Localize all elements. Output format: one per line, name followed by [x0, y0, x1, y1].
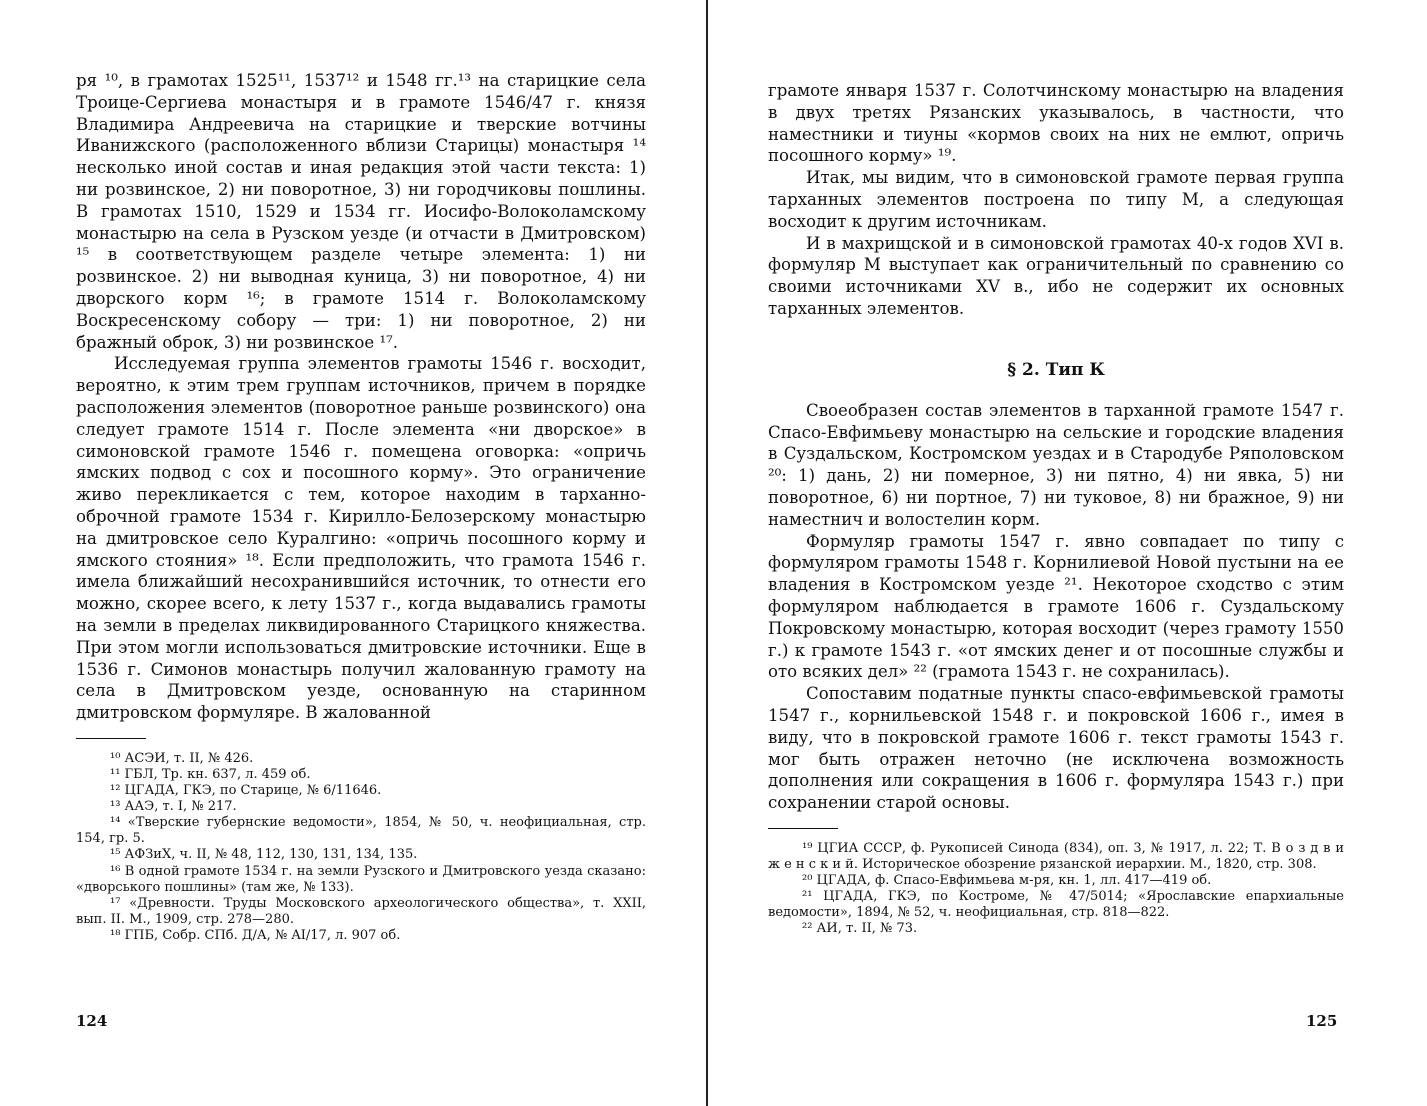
footnote: ¹¹ ГБЛ, Тр. кн. 637, л. 459 об. — [110, 767, 311, 782]
right-paragraph-1: грамоте января 1537 г. Солотчинскому монастырю на владения в двух третях Рязанских указывалось, в частности, что наместники и тиуны «кормов своих на них не емлют, опричь посошного корму» ¹⁹. — [768, 81, 1344, 166]
footnote: ²⁰ ЦГАДА, ф. Спасо-Евфимьева м-ря, кн. 1, лл. 417—419 об. — [802, 873, 1212, 889]
right-paragraph-2: Итак, мы видим, что в симоновской грамоте первая группа тарханных элементов построена по типу М, а следующая восходит к другим источникам. — [768, 168, 1344, 231]
footnote: ¹⁸ ГПБ, Собр. СПб. Д/А, № AI/17, л. 907 об. — [110, 927, 401, 943]
right-paragraph-4: Своеобразен состав элементов в тарханной грамоте 1547 г. Спасо-Евфимьеву монастырю на сельские и городские владения в Суздальском, Костромском уездах и в Стародубе Ряполовском ²⁰: 1) дань, 2) ни померное, 3) ни пятно, 4) ни явка, 5) ни поворотное, 6) ни портное, 7) ни туковое, 8) ни бражное, 9) ни наместнич и волостелин корм. — [768, 400, 1344, 529]
footnote: ¹² ЦГАДА, ГКЭ, по Старице, № 6/11646. — [110, 783, 382, 799]
footnote: ²¹ ЦГАДА, ГКЭ, по Костроме, № 47/5014; «Ярославские епархиальные ведомости», 1894, № 52, ч. неофициальная, стр. 818—822. — [768, 889, 1344, 921]
right-paragraph-5: Формуляр грамоты 1547 г. явно совпадает по типу с формуляром грамоты 1548 г. Корнилиевой Новой пустыни на ее владения в Костромском уезде ²¹. Некоторое сходство с этим формуляром наблюдается в грамоте 1606 г. Суздальскому Покровскому монастырю, которая восходит (через грамоту 1550 г.) к грамоте 1543 г. «от ямских денег и от посошные службы и ото всяких дел» ²² (грамота 1543 г. не сохранилась). — [768, 531, 1344, 682]
footnote: ¹⁴ «Тверские губернские ведомости», 1854, № 50, ч. неофициальная, стр. 154, гр. 5. — [76, 815, 646, 847]
right-text-column — [768, 80, 1344, 937]
left-page — [0, 0, 712, 1106]
left-paragraph-2: Исследуемая группа элементов грамоты 1546 г. восходит, вероятно, к этим трем группам источников, причем в порядке расположения элементов (поворотное раньше розвинского) она следует грамоте 1514 г. После элемента «ни дворское» в симоновской грамоте 1546 г. помещена оговорка: «опричь ямских подвод с сох и посошного корму». Это ограничение живо перекликается с тем, которое находим в тарханно-оброчной грамоте 1534 г. Кирилло-Белозерскому монастырю на дмитровское село Куралгино: «опричь посошного корму и ямского стояния» ¹⁸. Если предположить, что грамота 1546 г. имела ближайший несохранившийся источник, то отнести его можно, скорее всего, к лету 1537 г., когда выдавались грамоты на земли в пределах ликвидированного Старицкого княжества. При этом могли использоваться дмитровские источники. Еще в 1536 г. Симонов монастырь получил жалованную грамоту на села в Дмитровском уезде, основанную на старинном дмитровском формуляре. В жалованной — [76, 354, 646, 723]
footnote: ¹⁵ АФЗиХ, ч. II, № 48, 112, 130, 131, 134, 135. — [110, 847, 418, 863]
right-page — [712, 0, 1427, 1106]
left-text-column — [76, 70, 646, 944]
right-paragraph-6: Сопоставим податные пункты спасо-евфимьевской грамоты 1547 г., корнильевской 1548 г. и покровской 1606 г., имея в виду, что в покровской грамоте 1606 г. текст грамоты 1543 г. мог быть отражен неточно (не исключена возможность дополнения или сокращения в 1606 г. формуляра 1543 г.) при сохранении старой основы. — [768, 684, 1344, 813]
section-heading: § 2. Тип К — [1007, 359, 1105, 380]
left-footnotes — [76, 751, 646, 944]
right-paragraph-3: И в махрищской и в симоновской грамотах 40-х годов XVI в. формуляр М выступает как ограничительный по сравнению со своими источниками XV в., ибо не содержит их основных тарханных элементов. — [768, 233, 1344, 318]
right-footnotes — [768, 841, 1344, 938]
footnote: ¹⁶ В одной грамоте 1534 г. на земли Рузского и Дмитровского уезда сказано: «дворського пошлины» (там же, № 133). — [76, 863, 646, 895]
footnote: ¹⁹ ЦГИА СССР, ф. Рукописей Синода (834), оп. 3, № 1917, л. 22; Т. В о з д в и ж е н с к и й. Историческое обозрение рязанской иерархии. М., 1820, стр. 308. — [768, 840, 1344, 872]
footnote-rule — [76, 738, 146, 739]
page-number-left: 124 — [76, 1012, 108, 1030]
page-number-right: 125 — [1306, 1012, 1338, 1030]
footnote: ¹⁰ АСЭИ, т. II, № 426. — [110, 750, 254, 766]
left-paragraph-1: ря ¹⁰, в грамотах 1525¹¹, 1537¹² и 1548 гг.¹³ на старицкие села Троице-Сергиева монастыря и в грамоте 1546/47 г. князя Владимира Андреевича на старицкие и тверские вотчины Иванижского (расположенного вблизи Старицы) монастыря ¹⁴ несколько иной состав и иная редакция этой части текста: 1) ни розвинское, 2) ни поворотное, 3) ни городчиковы пошлины. В грамотах 1510, 1529 и 1534 гг. Иосифо-Волоколамскому монастырю на села в Рузском уезде (и отчасти в Дмитровском) ¹⁵ в соответствующем разделе четыре элемента: 1) ни розвинское. 2) ни выводная куница, 3) ни поворотное, 4) ни дворского корм ¹⁶; в грамоте 1514 г. Волоколамскому Воскресенскому собору — три: 1) ни поворотное, 2) ни бражный оброк, 3) ни розвинское ¹⁷. — [76, 71, 646, 352]
footnote: ¹³ ААЭ, т. I, № 217. — [110, 799, 237, 815]
footnote: ²² АИ, т. II, № 73. — [802, 921, 918, 937]
footnote: ¹⁷ «Древности. Труды Московского археологического общества», т. XXII, вып. II. М., 1909, стр. 278—280. — [76, 895, 646, 927]
footnote-rule — [768, 828, 838, 829]
